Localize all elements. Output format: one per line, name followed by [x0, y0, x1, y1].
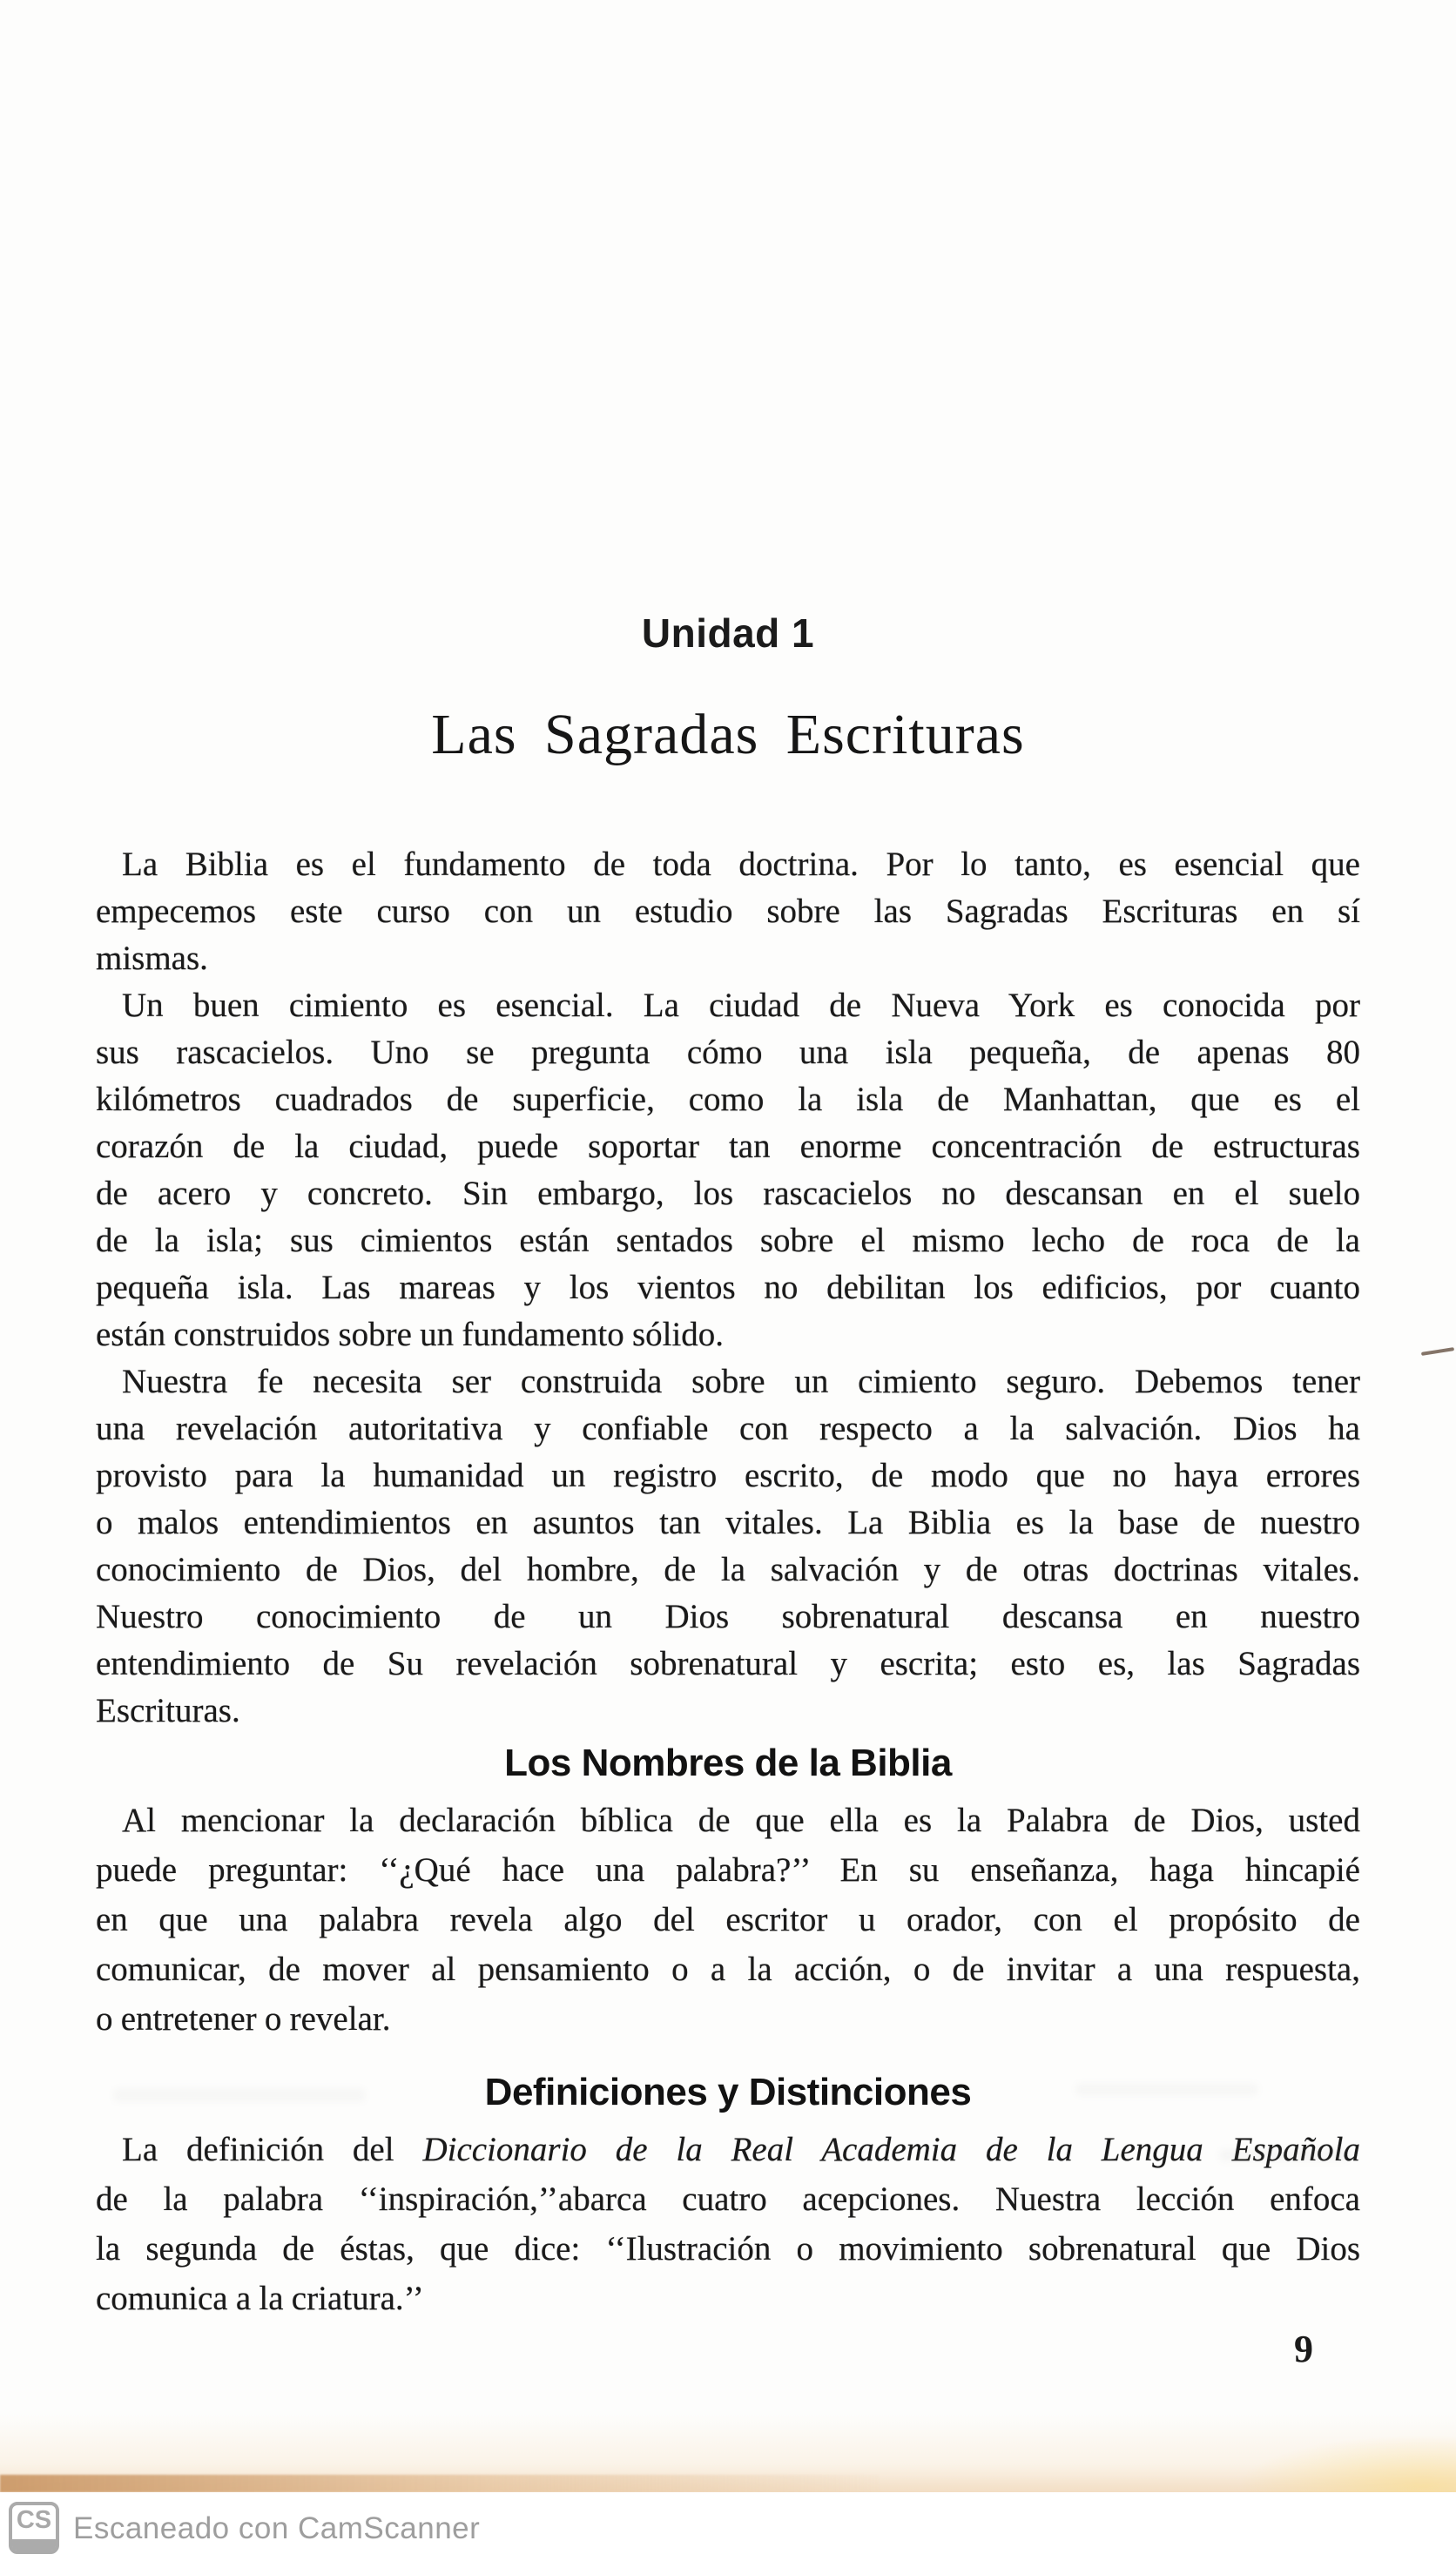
text-line: corazón de la ciudad, puede soportar tan enorme concentración de estructuras: [96, 1128, 1360, 1165]
text-line: de la isla; sus cimientos están sentados sobre el mismo lecho de roca de la: [96, 1222, 1360, 1259]
camscanner-watermark-text: Escaneado con CamScanner: [73, 2511, 481, 2545]
scan-edge-shadow-dark: [0, 2475, 880, 2492]
text-line: están construidos sobre un fundamento sólido.: [96, 1316, 725, 1353]
text-line: kilómetros cuadrados de superficie, como la isla de Manhattan, que es el: [96, 1081, 1360, 1118]
text-line: de la palabra ‘‘inspiración,’’abarca cuatro acepciones. Nuestra lección enfoca: [96, 2180, 1360, 2218]
camscanner-logo-icon: [9, 2502, 59, 2554]
text-line: sus rascacielos. Uno se pregunta cómo una isla pequeña, de apenas 80: [96, 1034, 1360, 1071]
text-line: o malos entendimientos en asuntos tan vitales. La Biblia es la base de nuestro: [96, 1504, 1360, 1541]
text-line: comunica a la criatura.’’: [96, 2280, 424, 2317]
text-line: pequeña isla. Las mareas y los vientos no debilitan los edificios, por cuanto: [96, 1269, 1360, 1306]
text-line: conocimiento de Dios, del hombre, de la salvación y de otras doctrinas vitales.: [96, 1551, 1360, 1588]
text-line: Escrituras.: [96, 1692, 240, 1729]
text-line: La Biblia es el fundamento de toda doctrina. Por lo tanto, es esencial que: [122, 846, 1360, 883]
scan-artifact-bleedthrough: [1219, 2149, 1350, 2161]
scan-artifact-bleedthrough: [1075, 2083, 1258, 2096]
section-heading-definiciones: Definiciones y Distinciones: [484, 2071, 972, 2113]
camscanner-watermark-bar: [0, 2492, 1456, 2561]
text-line: empecemos este curso con un estudio sobre las Sagradas Escrituras en sí: [96, 893, 1360, 930]
page-title: Las Sagradas Escrituras: [431, 703, 1025, 766]
text-line: Un buen cimiento es esencial. La ciudad de Nueva York es conocida por: [122, 987, 1360, 1024]
text-line: puede preguntar: ‘‘¿Qué hace una palabra?’’ En su enseñanza, haga hincapié: [96, 1851, 1360, 1889]
nombres-paragraph: [96, 1796, 1360, 2044]
camscanner-logo-letters: CS: [16, 2506, 52, 2534]
camscanner-logo-base: [12, 2539, 56, 2551]
text-line: mismas.: [96, 940, 208, 977]
text-line: provisto para la humanidad un registro escrito, de modo que no haya errores: [96, 1457, 1360, 1494]
text-line: Nuestra fe necesita ser construida sobre un cimiento seguro. Debemos tener: [122, 1363, 1360, 1400]
text-line: Nuestro conocimiento de un Dios sobrenatural descansa en nuestro: [96, 1598, 1360, 1635]
text-line: Al mencionar la declaración bíblica de que ella es la Palabra de Dios, usted: [122, 1802, 1360, 1839]
definiciones-paragraph: [96, 2125, 1360, 2323]
scan-edge-shadow-right: [1237, 2435, 1456, 2492]
scan-artifact-bleedthrough: [113, 2088, 366, 2102]
text-line: entendimiento de Su revelación sobrenatural y escrita; esto es, las Sagradas: [96, 1645, 1360, 1682]
text-line: la segunda de éstas, que dice: ‘‘Ilustración o movimiento sobrenatural que Dios: [96, 2230, 1360, 2268]
scan-artifact-dash: [1421, 1347, 1454, 1356]
text-line: de acero y concreto. Sin embargo, los rascacielos no descansan en el suelo: [96, 1175, 1360, 1212]
text-line: en que una palabra revela algo del escritor u orador, con el propósito de: [96, 1901, 1360, 1938]
section-heading-nombres: Los Nombres de la Biblia: [504, 1742, 952, 1784]
italic-book-title: Diccionario de la Real Academia de la Lengua Española: [422, 2131, 1360, 2168]
page-number: 9: [1294, 2328, 1313, 2370]
intro-paragraphs: [96, 841, 1360, 1735]
unit-label: Unidad 1: [641, 610, 815, 656]
text-run: La definición del: [122, 2131, 423, 2168]
text-line: una revelación autoritativa y confiable con respecto a la salvación. Dios ha: [96, 1410, 1360, 1447]
text-line: o entretener o revelar.: [96, 2000, 391, 2038]
text-line: comunicar, de mover al pensamiento o a la acción, o de invitar a una respuesta,: [96, 1951, 1360, 1988]
text-line: [96, 2125, 1360, 2174]
